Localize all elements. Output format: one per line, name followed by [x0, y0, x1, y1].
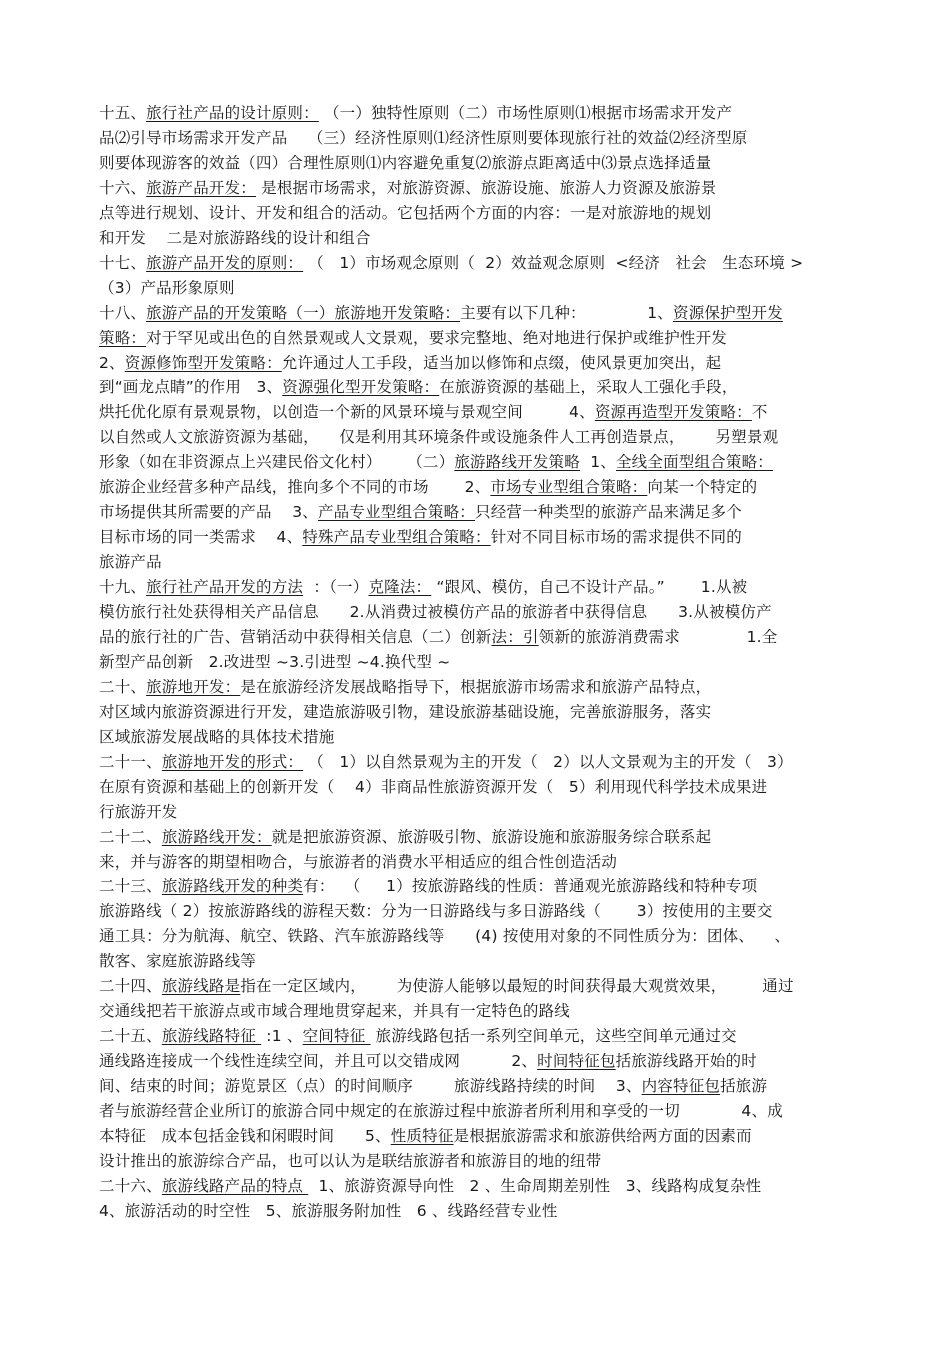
underlined-term: 旅行社产品的设计原则： [146, 104, 319, 122]
text-run: 二十四、 [99, 977, 162, 995]
text-line [99, 725, 335, 749]
text-run: 1、 [579, 453, 616, 471]
text-line [99, 1024, 737, 1048]
text-run: 设计推出的旅游综合产品，也可以认为是联结旅游者和旅游目的地的纽带 [99, 1152, 602, 1170]
underlined-term: 市场专业型组合策略： [490, 478, 648, 496]
text-run: 旅游线路包括一系列空间单元，这些空间单元通过交 [370, 1027, 737, 1045]
text-run: 交通线把若干旅游点或市域合理地贯穿起来，并具有一定特色的路线 [99, 1002, 571, 1020]
underlined-term: 产品专业型组合策略： [317, 503, 475, 521]
text-run: 二十一、 [99, 753, 162, 771]
text-run: 散客、家庭旅游路线等 [99, 952, 257, 970]
text-line [99, 126, 748, 150]
text-line [99, 874, 757, 898]
text-run: 来，并与游客的期望相吻合，与旅游者的消费水平相适应的组合性创造活动 [99, 853, 618, 871]
text-run: 烘托优化原有景观景物，以创造一个新的风景环境与景观空间 4、 [99, 403, 595, 421]
text-line [99, 800, 178, 824]
text-run: 二十三、 [99, 877, 162, 895]
text-run: ：（一） [303, 578, 369, 596]
text-line [99, 1199, 558, 1223]
text-run: 二十六、 [99, 1177, 162, 1195]
text-line [99, 825, 711, 849]
text-line [99, 301, 783, 325]
underlined-term: 内容特征包 [641, 1077, 721, 1095]
text-run: 在旅游资源的基础上，采取人工强化手段， [439, 378, 738, 396]
text-run: 到“画龙点睛”的作用 3、 [99, 378, 283, 396]
text-run: 允许通过人工手段，适当加以修饰和点缀，使风景更加突出，起 [281, 354, 722, 372]
text-line [99, 1074, 767, 1098]
text-line [99, 450, 773, 474]
text-line [99, 475, 757, 499]
text-line [99, 999, 570, 1023]
underlined-term: 克隆法： [368, 578, 432, 596]
text-line [99, 1049, 757, 1073]
underlined-term: 空间特征 [302, 1027, 371, 1045]
underlined-term: 资源修饰型开发策略： [124, 354, 282, 372]
text-line [99, 899, 772, 923]
text-line [99, 625, 777, 649]
text-line [99, 251, 803, 275]
text-line [99, 1099, 783, 1123]
underlined-term: 旅游路线开发的种类 [161, 877, 304, 895]
underlined-term: 法：引 [491, 628, 539, 646]
text-run: 市场提供其所需要的产品 3、 [99, 503, 318, 521]
underlined-term: 时间特征包 [537, 1052, 616, 1070]
text-line [99, 201, 711, 225]
text-line [99, 924, 790, 948]
text-run: 旅游企业经营多种产品线，推向多个不同的市场 2、 [99, 478, 491, 496]
text-run: 二十二、 [99, 828, 162, 846]
underlined-term: 旅游产品开发： [146, 179, 257, 197]
text-run: 旅游产品 [99, 553, 162, 571]
text-line [99, 700, 711, 724]
underlined-term: 策略： [99, 329, 147, 347]
text-run: （ 1）以自然景观为主的开发（ 2）以人文景观为主的开发（ 3） [303, 753, 793, 771]
text-run: 品⑵引导市场需求开发产品 （三）经济性原则⑴经济性原则要体现旅行社的效益⑵经济型原 [99, 129, 748, 147]
text-run: 品的旅行社的广告、营销活动中获得相关信息（二）创新 [99, 628, 492, 646]
text-line [99, 425, 778, 449]
text-run: 十五、 [99, 104, 147, 122]
underlined-term: 旅行社产品开发的方法 [146, 578, 304, 596]
text-run: 十六、 [99, 179, 147, 197]
text-line [99, 1174, 761, 1198]
text-run: 有： （ 1）按旅游路线的性质：普通观光旅游路线和特种专项 [303, 877, 758, 895]
text-run: 者与旅游经营企业所订的旅游合同中规定的在旅游过程中旅游者所利用和享受的一切 4、成 [99, 1102, 783, 1120]
text-line [99, 1149, 601, 1173]
text-run: “跟风、模仿，自己不设计产品。” 1.从被 [431, 578, 748, 596]
text-run: 领新的旅游消费需求 1.全 [538, 628, 778, 646]
underlined-term: 旅游路线开发策略 [454, 453, 580, 471]
text-run: 目标市场的同一类需求 4、 [99, 528, 303, 546]
text-line [99, 949, 256, 973]
text-run: 是根据市场需求，对旅游资源、旅游设施、旅游人力资源及旅游景 [256, 179, 717, 197]
text-line [99, 500, 742, 524]
text-line [99, 276, 235, 300]
text-line [99, 400, 768, 424]
text-run: 对于罕见或出色的自然景观或人文景观，要求完整地、绝对地进行保护或维护性开发 [146, 329, 728, 347]
underlined-term: 旅游产品开发的原则： [146, 254, 304, 272]
underlined-term: 旅游线路是 [161, 977, 241, 995]
text-run: 模仿旅行社处获得相关产品信息 2.从消费过被模仿产品的旅游者中获得信息 3.从被模仿产 [99, 603, 772, 621]
text-run: （一）独特性原则（二）市场性原则⑴根据市场需求开发产 [318, 104, 733, 122]
text-line [99, 525, 742, 549]
text-line [99, 675, 711, 699]
text-run: 括旅游线路开始的时 [615, 1052, 757, 1070]
text-run: 对区域内旅游资源进行开发，建造旅游吸引物，建设旅游基础设施，完善旅游服务，落实 [99, 703, 712, 721]
text-run: 主要有以下几种： 1、 [460, 304, 674, 322]
underlined-term: 旅游地开发的形式： [161, 753, 304, 771]
underlined-term: 旅游线路产品的特点 [161, 1177, 309, 1195]
text-run: 括旅游 [720, 1077, 768, 1095]
text-line [99, 575, 747, 599]
text-run: 新型产品创新 2.改进型 ~3.引进型 ~4.换代型 ~ [99, 653, 451, 671]
text-line [99, 1124, 752, 1148]
text-run: 则要体现游客的效益（四）合理性原则⑴内容避免重复⑵旅游点距离适中⑶景点选择适量 [99, 154, 712, 172]
text-line [99, 775, 767, 799]
text-run: 只经营一种类型的旅游产品来满足多个 [475, 503, 742, 521]
text-line [99, 101, 732, 125]
text-run: 形象（如在非资源点上兴建民俗文化村） （二） [99, 453, 455, 471]
text-run: 十八、 [99, 304, 147, 322]
text-run: 是根据旅游需求和旅游供给两方面的因素而 [453, 1127, 752, 1145]
text-line [99, 326, 727, 350]
text-run: 是在旅游经济发展战略指导下，根据旅游市场需求和旅游产品特点， [240, 678, 712, 696]
underlined-term: 旅游线路特征 [161, 1027, 262, 1045]
text-line [99, 151, 711, 175]
text-line [99, 176, 716, 200]
text-run: 4、旅游活动的时空性 5、旅游服务附加性 6 、线路经营专业性 [99, 1202, 558, 1220]
underlined-term: 全线全面型组合策略： [615, 453, 773, 471]
text-run: 和开发 二是对旅游路线的设计和组合 [99, 229, 371, 247]
underlined-term: 资源保护型开发 [673, 304, 783, 322]
text-line [99, 974, 794, 998]
text-run: 行旅游开发 [99, 803, 178, 821]
text-run: 向某一个特定的 [647, 478, 758, 496]
text-line [99, 850, 617, 874]
underlined-term: 资源再造型开发策略： [594, 403, 752, 421]
text-run: 二十、 [99, 678, 147, 696]
text-run: 本特征 成本包括金钱和闲暇时间 5、 [99, 1127, 391, 1145]
text-run: （3）产品形象原则 [99, 279, 235, 297]
text-run: 指在一定区域内， 为使游人能够以最短的时间获得最大观赏效果， 通过 [240, 977, 794, 995]
text-run: 在原有资源和基础上的创新开发（ 4）非商品性旅游资源开发（ 5）利用现代科学技术成果进 [99, 778, 768, 796]
text-run: 以自然或人文旅游资源为基础， 仅是利用其环境条件或设施条件人工再创造景点， 另塑景观 [99, 428, 779, 446]
text-run: 通工具：分为航海、航空、铁路、汽车旅游路线等 (4) 按使用对象的不同性质分为：团体、 、 [99, 927, 791, 945]
text-run: 二十五、 [99, 1027, 162, 1045]
text-run: 十九、 [99, 578, 147, 596]
underlined-term: 特殊产品专业型组合策略： [302, 528, 491, 546]
text-run: 1、旅游资源导向性 2 、生命周期差别性 3、线路构成复杂性 [308, 1177, 762, 1195]
text-run: 十七、 [99, 254, 147, 272]
underlined-term: 旅游路线开发： [161, 828, 272, 846]
text-run: 针对不同目标市场的需求提供不同的 [490, 528, 742, 546]
text-run: （ 1）市场观念原则（ 2）效益观念原则 <经济 社会 生态环境 > [303, 254, 804, 272]
text-line [99, 600, 772, 624]
underlined-term: 旅游产品的开发策略（一）旅游地开发策略： [146, 304, 461, 322]
text-run: 间、结束的时间；游览景区（点）的时间顺序 旅游线路持续的时间 3、 [99, 1077, 642, 1095]
text-line [99, 351, 721, 375]
text-run: 不 [751, 403, 768, 421]
text-line [99, 650, 450, 674]
text-run: 旅游路线（ 2）按旅游路线的游程天数：分为一日游路线与多日游路线（ 3）按使用的主要交 [99, 902, 773, 920]
text-run: 区域旅游发展战略的具体技术措施 [99, 728, 335, 746]
text-run: :1 、 [261, 1027, 303, 1045]
text-run: 2、 [99, 354, 125, 372]
text-run: 点等进行规划、设计、开发和组合的活动。它包括两个方面的内容：一是对旅游地的规划 [99, 204, 712, 222]
underlined-term: 资源强化型开发策略： [282, 378, 440, 396]
text-line [99, 375, 738, 399]
text-line [99, 226, 371, 250]
underlined-term: 旅游地开发： [146, 678, 241, 696]
underlined-term: 性质特征 [390, 1127, 454, 1145]
text-line [99, 750, 793, 774]
text-run: 通线路连接成一个线性连续空间，并且可以交错成网 2、 [99, 1052, 538, 1070]
text-line [99, 550, 162, 574]
text-run: 就是把旅游资源、旅游吸引物、旅游设施和旅游服务综合联系起 [271, 828, 712, 846]
